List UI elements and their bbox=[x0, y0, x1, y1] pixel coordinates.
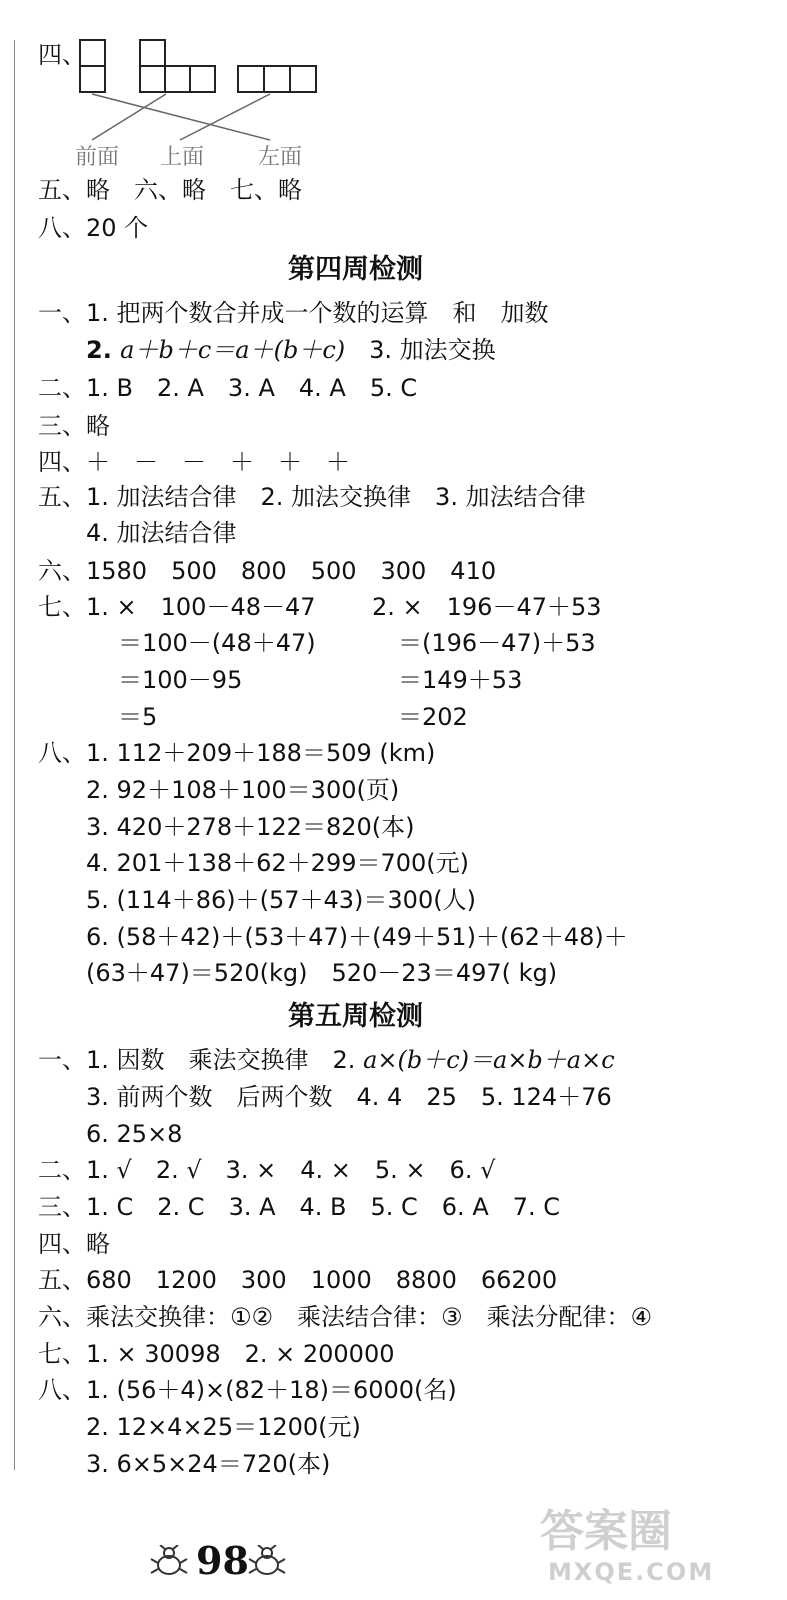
view-label-top: 上面 bbox=[160, 145, 205, 170]
answer-line: 五、1. 加法结合律 2. 加法交换律 3. 加法结合律 bbox=[38, 483, 586, 511]
calc-line: ＝149＋53 bbox=[398, 666, 523, 694]
answer-line: 八、20 个 bbox=[38, 214, 149, 242]
answer-line: 七、1. × 30098 2. × 200000 bbox=[38, 1340, 395, 1368]
section-heading-week5: 第五周检测 bbox=[288, 1001, 423, 1032]
answer-line: 八、1. (56＋4)×(82＋18)＝6000(名) bbox=[38, 1376, 457, 1404]
answer-line: 3. 6×5×24＝720(本) bbox=[86, 1450, 331, 1478]
answer-line: 五、680 1200 300 1000 8800 66200 bbox=[38, 1266, 558, 1294]
answer-line: 4. 加法结合律 bbox=[86, 519, 237, 547]
answer-line: 二、1. √ 2. √ 3. × 4. × 5. × 6. √ bbox=[38, 1156, 496, 1184]
calc-line: ＝100－95 bbox=[118, 666, 243, 694]
answer-line: 3. 前两个数 后两个数 4. 4 25 5. 124＋76 bbox=[86, 1083, 612, 1111]
answer-line: 五、略 六、略 七、略 bbox=[38, 176, 302, 204]
answer-line: 2. 92＋108＋100＝300(页) bbox=[86, 776, 400, 804]
answer-line: 2. a＋b＋c＝a＋(b＋c) 3. 加法交换 bbox=[86, 336, 496, 364]
answer-line: (63＋47)＝520(kg) 520－23＝497( kg) bbox=[86, 959, 558, 987]
calc-line: ＝202 bbox=[398, 703, 468, 731]
calc-line: ＝5 bbox=[118, 703, 158, 731]
answer-line: 三、1. C 2. C 3. A 4. B 5. C 6. A 7. C bbox=[38, 1193, 561, 1221]
bug-decoration-icon bbox=[248, 1545, 286, 1579]
answer-line: 3. 420＋278＋122＝820(本) bbox=[86, 813, 415, 841]
answer-line: 一、1. 把两个数合并成一个数的运算 和 加数 bbox=[38, 299, 549, 327]
section-heading-week4: 第四周检测 bbox=[288, 254, 423, 285]
q4-label: 四、 bbox=[38, 41, 86, 69]
watermark-logo: 答案圈 bbox=[540, 1506, 672, 1557]
calc-line: ＝100－(48＋47) bbox=[118, 629, 316, 657]
answer-line: 六、乘法交换律：①② 乘法结合律：③ 乘法分配律：④ bbox=[38, 1303, 653, 1331]
bug-decoration-icon bbox=[150, 1545, 188, 1579]
answer-line: 2. 12×4×25＝1200(元) bbox=[86, 1413, 361, 1441]
answer-line: 六、1580 500 800 500 300 410 bbox=[38, 557, 497, 585]
calc-line: 2. × 196－47＋53 bbox=[372, 593, 602, 621]
page-number: 98 bbox=[196, 1538, 249, 1583]
answer-line: 八、1. 112＋209＋188＝509 (km) bbox=[38, 739, 436, 767]
view-label-left: 左面 bbox=[258, 145, 303, 170]
calc-line: ＝(196－47)＋53 bbox=[398, 629, 596, 657]
answer-line: 6. 25×8 bbox=[86, 1120, 183, 1148]
answer-line: 四、略 bbox=[38, 1230, 110, 1258]
answer-line: 四、＋ － － ＋ ＋ ＋ bbox=[38, 448, 350, 476]
left-margin-rule bbox=[14, 40, 15, 1470]
calc-line: 七、1. × 100－48－47 bbox=[38, 593, 316, 621]
answer-line: 4. 201＋138＋62＋299＝700(元) bbox=[86, 849, 470, 877]
answer-line: 三、略 bbox=[38, 412, 110, 440]
watermark-site: MXQE.COM bbox=[548, 1558, 715, 1586]
view-label-front: 前面 bbox=[75, 145, 120, 170]
answer-line: 5. (114＋86)＋(57＋43)＝300(人) bbox=[86, 886, 476, 914]
answer-line: 一、1. 因数 乘法交换律 2. a×(b＋c)＝a×b＋a×c bbox=[38, 1046, 615, 1074]
answer-line: 二、1. B 2. A 3. A 4. A 5. C bbox=[38, 374, 418, 402]
answer-line: 6. (58＋42)＋(53＋47)＋(49＋51)＋(62＋48)＋ bbox=[86, 923, 628, 951]
